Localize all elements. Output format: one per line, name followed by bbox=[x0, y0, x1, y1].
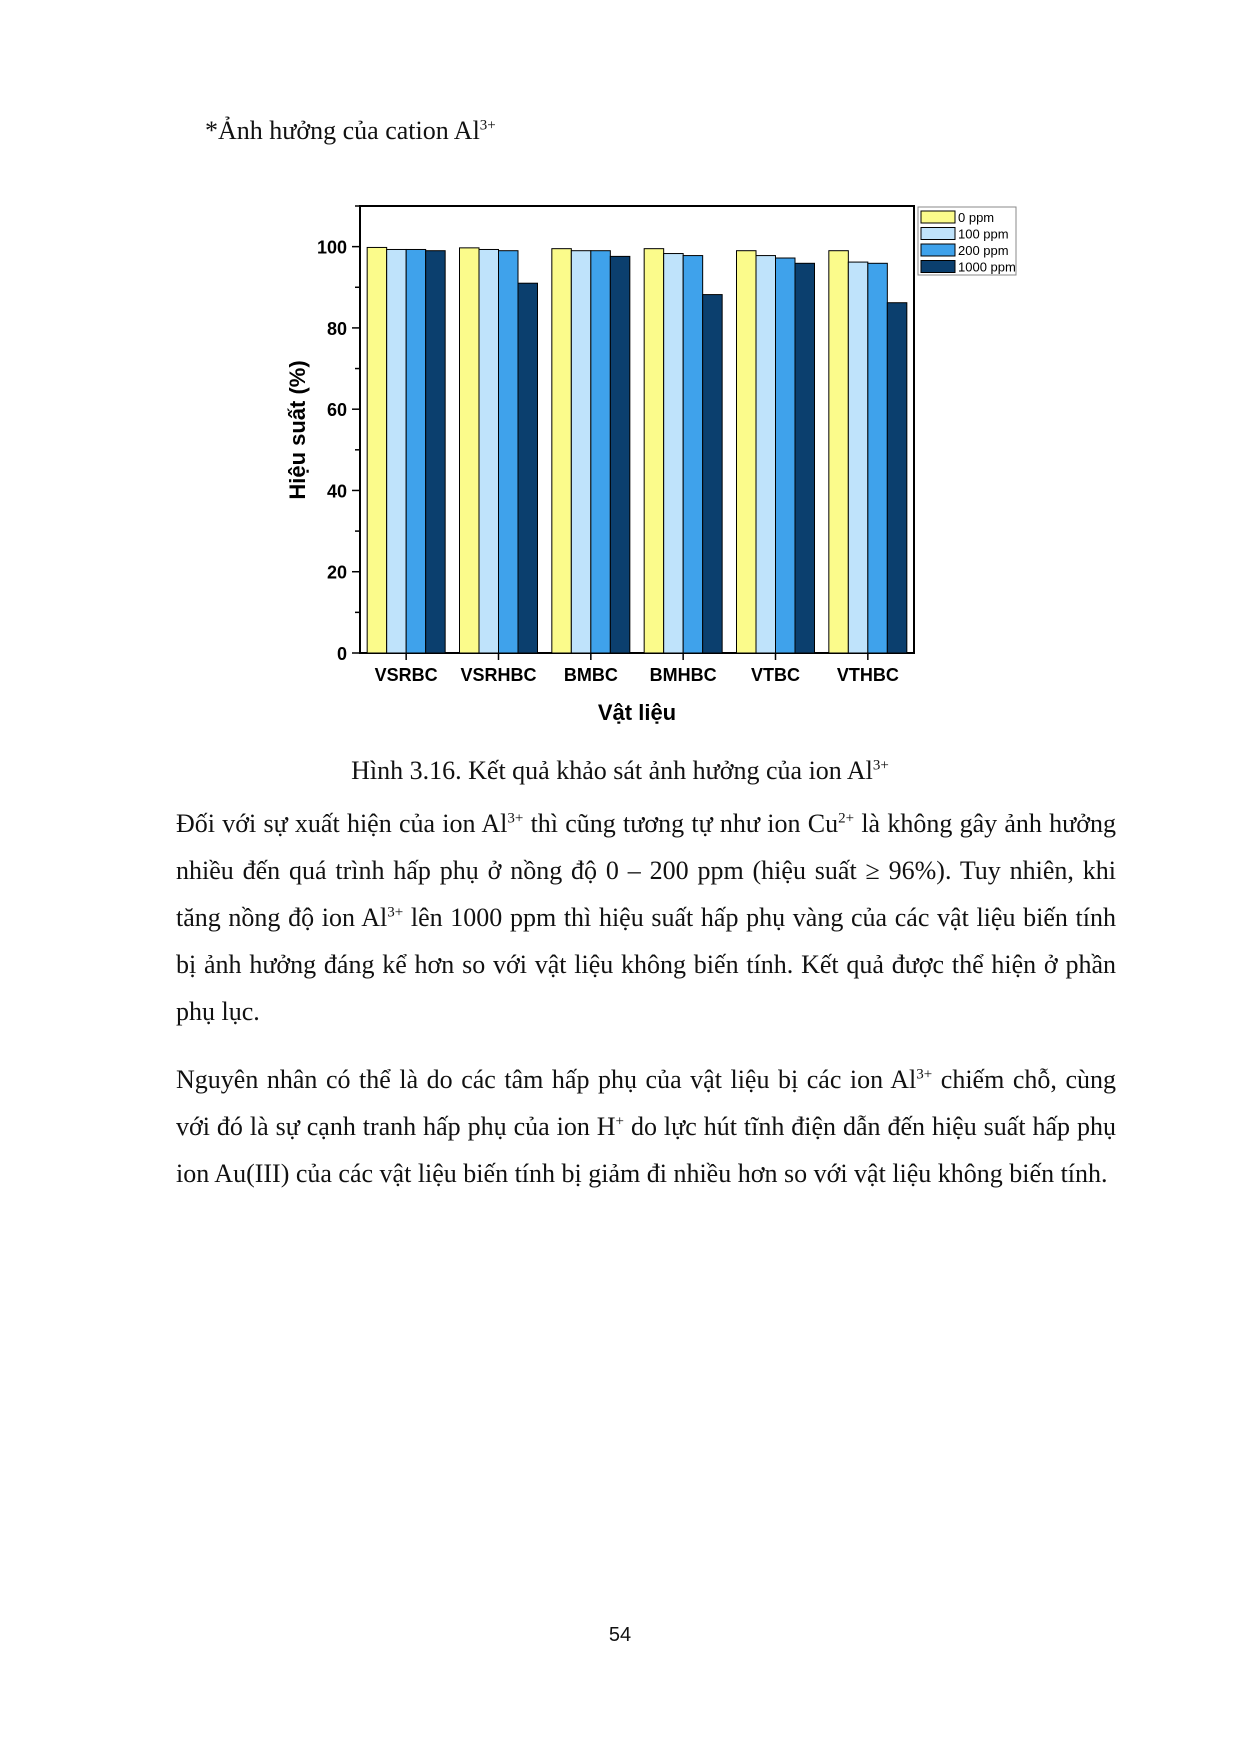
legend-label: 1000 ppm bbox=[958, 259, 1016, 275]
x-tick-label: VSRBC bbox=[374, 665, 438, 685]
legend-label: 0 ppm bbox=[958, 210, 995, 225]
bar-vthbc-200ppm bbox=[868, 263, 888, 653]
legend-label: 200 ppm bbox=[958, 243, 1009, 258]
legend-swatch bbox=[921, 211, 955, 223]
bar-vsrbc-200ppm bbox=[406, 249, 426, 653]
bar-vthbc-1000ppm bbox=[887, 303, 907, 653]
y-tick-label: 40 bbox=[326, 481, 347, 502]
bar-vtbc-100ppm bbox=[756, 256, 776, 653]
x-tick-label: VTHBC bbox=[836, 665, 899, 685]
y-tick-label: 100 bbox=[316, 237, 347, 258]
bar-bmhbc-0ppm bbox=[644, 249, 664, 653]
x-tick-label: VTBC bbox=[751, 665, 800, 685]
y-axis bbox=[317, 206, 360, 664]
bar-vthbc-0ppm bbox=[829, 251, 849, 653]
bar-bmbc-0ppm bbox=[552, 249, 572, 653]
y-tick-label: 20 bbox=[326, 562, 347, 583]
x-tick-label: BMHBC bbox=[649, 665, 717, 685]
bar-vsrhbc-100ppm bbox=[479, 249, 499, 653]
bar-vtbc-1000ppm bbox=[795, 263, 815, 653]
bar-vsrhbc-0ppm bbox=[460, 248, 480, 653]
bar-vsrhbc-200ppm bbox=[499, 251, 519, 653]
paragraph-2: Nguyên nhân có thể là do các tâm hấp phụ của vật liệu bị các ion $Al^{3+}$ chiếm chỗ, cùng với đó là sự cạnh tranh hấp phụ của ion H+ do lực hút tĩnh điện dẫn đến hiệu suất hấp phụ ion Au(III) của các vật liệu biến tính bị giảm đi nhiều hơn so với vật liệu không biến tính. bbox=[176, 1065, 1116, 1188]
paragraph-1: Đối với sự xuất hiện của ion $Al^{3+}$ thì cũng tương tự như ion $Cu^{2+}$ là không gây ảnh hưởng nhiều đến quá trình hấp phụ ở nồng độ 0 – 200 ppm (hiệu suất ≥ 96%). Tuy nhiên, khi tăng nồng độ ion $Al^{3+}$ lên 1000 ppm thì hiệu suất hấp phụ vàng của các vật liệu biến tính bị ảnh hưởng đáng kể hơn so với vật liệu không biến tính. Kết quả được thể hiện ở phần phụ lục. bbox=[176, 809, 1116, 1026]
x-tick-label: VSRHBC bbox=[460, 665, 537, 685]
y-tick-label: 60 bbox=[326, 400, 347, 421]
bar-vsrbc-100ppm bbox=[387, 249, 407, 653]
legend-swatch bbox=[921, 261, 955, 273]
legend-swatch bbox=[921, 244, 955, 256]
chart-legend bbox=[918, 207, 1016, 275]
bar-vtbc-0ppm bbox=[737, 251, 757, 653]
section-heading: *Ảnh hưởng của cation $Al^{3+}$ bbox=[205, 116, 496, 145]
bar-vthbc-100ppm bbox=[848, 262, 868, 653]
bar-chart bbox=[0, 0, 1240, 760]
legend-label: 100 ppm bbox=[958, 226, 1009, 242]
bar-bmbc-200ppm bbox=[591, 251, 611, 653]
legend-swatch bbox=[921, 228, 955, 240]
bar-bmhbc-200ppm bbox=[683, 256, 703, 653]
y-axis-label: Hiệu suất (%) bbox=[285, 360, 310, 500]
bar-bmbc-100ppm bbox=[571, 251, 591, 653]
page-number: 54 bbox=[608, 1624, 632, 1646]
bar-bmbc-1000ppm bbox=[610, 256, 630, 653]
bar-vsrhbc-1000ppm bbox=[518, 283, 538, 653]
x-axis bbox=[375, 653, 899, 685]
bar-vtbc-200ppm bbox=[776, 258, 796, 653]
bar-vsrbc-1000ppm bbox=[426, 251, 446, 653]
figure-caption: Hình 3.16. Kết quả khảo sát ảnh hưởng của ion $Al^{3+}$ bbox=[351, 756, 889, 785]
bar-vsrbc-0ppm bbox=[367, 247, 387, 653]
x-axis-label: Vật liệu bbox=[597, 700, 677, 725]
y-tick-label: 80 bbox=[326, 318, 347, 339]
bar-bmhbc-100ppm bbox=[664, 254, 684, 653]
x-tick-label: BMBC bbox=[563, 665, 618, 685]
bar-bmhbc-1000ppm bbox=[703, 295, 723, 653]
y-tick-label: 0 bbox=[336, 644, 347, 664]
